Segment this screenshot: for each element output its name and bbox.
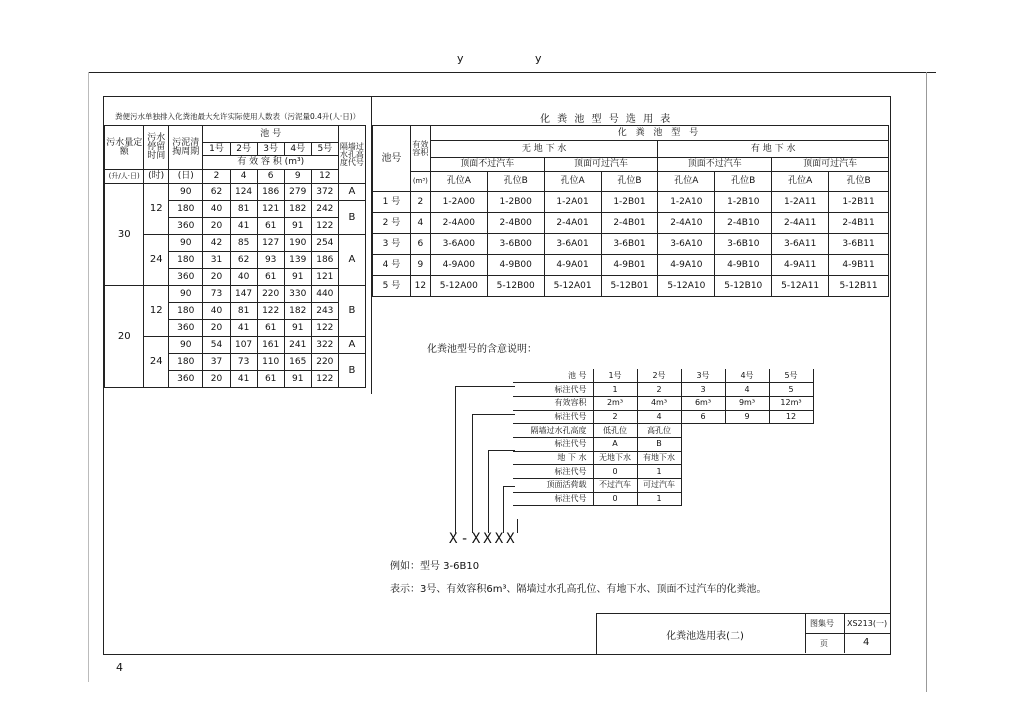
h-no-car-2: 顶面不过汽车	[658, 158, 772, 172]
model-code: 1-2A00	[430, 192, 487, 213]
example-line-2: 表示：3号、有效容积6m³、隔墙过水孔高孔位、有地下水、顶面不过汽车的化粪池。	[390, 584, 767, 595]
period-value: 180	[169, 303, 203, 320]
legend-empty	[769, 465, 813, 479]
legend-empty	[681, 479, 725, 493]
legend-row-label: 标注代号	[513, 465, 593, 479]
capacity-cell: 127	[257, 235, 284, 252]
legend-value: 1	[637, 492, 681, 506]
volume-header: 有 效 容 积 (m³)	[203, 156, 338, 170]
model-pattern: X-XXXX	[449, 531, 518, 547]
h-a-2: 孔位A	[544, 172, 601, 192]
h-has-ground: 有 地 下 水	[658, 141, 889, 158]
capacity-cell: 182	[284, 303, 311, 320]
sewage-value: 30	[105, 184, 144, 286]
capacity-cell: 182	[284, 201, 311, 218]
capacity-cell: 41	[230, 320, 257, 337]
retention-value: 12	[144, 184, 169, 235]
legend-value: 可过汽车	[637, 479, 681, 493]
legend-value: 4号	[725, 369, 769, 383]
legend-link-3h	[488, 450, 515, 451]
sewage-value: 20	[105, 286, 144, 388]
capacity-cell: 372	[311, 184, 338, 201]
pool-label: 3 号	[373, 234, 411, 255]
capacity-cell: 122	[311, 218, 338, 235]
capacity-cell: 42	[203, 235, 230, 252]
legend-empty	[725, 424, 769, 438]
legend-value: 6	[681, 410, 725, 424]
pool-label: 4 号	[373, 255, 411, 276]
table-row	[373, 213, 889, 234]
model-code: 2-4A01	[544, 213, 601, 234]
legend-value: 4m³	[637, 396, 681, 410]
legend-row-label: 顶面活荷载	[513, 479, 593, 493]
volume-5: 12	[311, 170, 338, 184]
legend-row	[513, 437, 813, 451]
capacity-cell: 147	[230, 286, 257, 303]
retention-value: 12	[144, 286, 169, 337]
legend-row	[513, 383, 813, 397]
atlas-label: 图集号	[810, 619, 834, 628]
cleaning-unit: (日)	[169, 170, 203, 184]
legend-value: 2号	[637, 369, 681, 383]
capacity-cell: 242	[311, 201, 338, 218]
legend-row-label: 池 号	[513, 369, 593, 383]
capacity-cell: 31	[203, 252, 230, 269]
model-code: 1-2A10	[658, 192, 715, 213]
legend-value: 2	[637, 383, 681, 397]
col-pool-header: 池 号	[203, 126, 338, 143]
capacity-cell: 220	[311, 354, 338, 371]
legend-row-label: 标注代号	[513, 410, 593, 424]
legend-empty	[681, 492, 725, 506]
h-b-1: 孔位B	[487, 172, 544, 192]
legend-value: 12m³	[769, 396, 813, 410]
model-code: 3-6B11	[829, 234, 889, 255]
legend-empty	[769, 479, 813, 493]
header-rule	[88, 72, 936, 73]
capacity-cell: 73	[230, 354, 257, 371]
atlas-value: XS213(一)	[847, 619, 888, 628]
h-model: 化 粪 池 型 号	[430, 126, 888, 141]
legend-empty	[681, 437, 725, 451]
capacity-cell: 322	[311, 337, 338, 354]
legend-row-label: 标注代号	[513, 383, 593, 397]
legend-row	[513, 369, 813, 383]
model-code: 3-6A01	[544, 234, 601, 255]
baffle-code: B	[338, 354, 365, 388]
capacity-cell: 37	[203, 354, 230, 371]
model-code: 3-6B01	[601, 234, 658, 255]
capacity-cell: 243	[311, 303, 338, 320]
legend-empty	[769, 451, 813, 465]
capacity-cell: 62	[230, 252, 257, 269]
table-row	[373, 192, 889, 213]
usage-table	[104, 125, 366, 388]
period-value: 360	[169, 371, 203, 388]
model-code: 5-12A10	[658, 276, 715, 297]
capacity-cell: 107	[230, 337, 257, 354]
legend-value: 1	[593, 383, 637, 397]
model-code: 4-9A10	[658, 255, 715, 276]
h-b-4: 孔位B	[829, 172, 889, 192]
h-car-2: 顶面可过汽车	[772, 158, 889, 172]
legend-row	[513, 451, 813, 465]
pool-num-2: 2号	[230, 143, 257, 156]
capacity-cell: 20	[203, 320, 230, 337]
capacity-cell: 330	[284, 286, 311, 303]
legend-value: 1号	[593, 369, 637, 383]
pool-num-5: 5号	[311, 143, 338, 156]
baffle-code: B	[338, 286, 365, 337]
legend-empty	[725, 479, 769, 493]
capacity-cell: 40	[230, 269, 257, 286]
model-code: 3-6B10	[715, 234, 772, 255]
model-code: 4-9B00	[487, 255, 544, 276]
model-code: 1-2B10	[715, 192, 772, 213]
capacity-cell: 81	[230, 201, 257, 218]
col-baffle-header: 隔墙过水孔高度代号	[338, 126, 365, 184]
h-volume: 有效容积	[410, 126, 430, 172]
period-value: 90	[169, 286, 203, 303]
legend-link-2h	[472, 414, 515, 415]
legend-link-4	[503, 486, 504, 533]
model-code: 5-12B10	[715, 276, 772, 297]
capacity-cell: 40	[203, 201, 230, 218]
period-value: 90	[169, 184, 203, 201]
capacity-cell: 85	[230, 235, 257, 252]
model-code: 1-2A01	[544, 192, 601, 213]
legend-empty	[725, 437, 769, 451]
col-retention-header: 污水停留时间	[144, 126, 169, 170]
table-row	[105, 337, 366, 354]
table-row	[373, 276, 889, 297]
model-code: 4-9B01	[601, 255, 658, 276]
model-code: 4-9A00	[430, 255, 487, 276]
h-pool: 池号	[373, 126, 411, 192]
period-value: 180	[169, 201, 203, 218]
baffle-code: A	[338, 184, 365, 201]
model-code: 2-4B01	[601, 213, 658, 234]
legend-row-label: 隔墙过水孔高度	[513, 424, 593, 438]
capacity-cell: 186	[311, 252, 338, 269]
volume-value: 12	[410, 276, 430, 297]
capacity-cell: 121	[257, 201, 284, 218]
table-row	[105, 235, 366, 252]
legend-value: 无地下水	[593, 451, 637, 465]
baffle-code: A	[338, 235, 365, 286]
capacity-cell: 61	[257, 218, 284, 235]
volume-value: 9	[410, 255, 430, 276]
legend-row-label: 标注代号	[513, 437, 593, 451]
period-value: 180	[169, 354, 203, 371]
model-code: 2-4A00	[430, 213, 487, 234]
model-code: 2-4A11	[772, 213, 829, 234]
legend-value: 5号	[769, 369, 813, 383]
model-code: 2-4B00	[487, 213, 544, 234]
capacity-cell: 40	[203, 303, 230, 320]
model-table	[372, 125, 889, 297]
retention-value: 24	[144, 235, 169, 286]
capacity-cell: 139	[284, 252, 311, 269]
legend-value: 2m³	[593, 396, 637, 410]
page-label: 页	[820, 639, 828, 648]
right-edge-rule	[926, 72, 927, 692]
capacity-cell: 91	[284, 371, 311, 388]
capacity-cell: 165	[284, 354, 311, 371]
baffle-code: B	[338, 201, 365, 235]
legend-value: 0	[593, 492, 637, 506]
col-cleaning-header: 污泥清掏周期	[169, 126, 203, 170]
volume-4: 9	[284, 170, 311, 184]
legend-empty	[681, 424, 725, 438]
model-code: 1-2A11	[772, 192, 829, 213]
legend-value: 5	[769, 383, 813, 397]
volume-2: 4	[230, 170, 257, 184]
legend-link-1h	[455, 386, 515, 387]
model-code: 5-12A11	[772, 276, 829, 297]
capacity-cell: 161	[257, 337, 284, 354]
capacity-cell: 61	[257, 320, 284, 337]
model-code: 1-2B11	[829, 192, 889, 213]
capacity-cell: 81	[230, 303, 257, 320]
period-value: 360	[169, 320, 203, 337]
volume-value: 6	[410, 234, 430, 255]
legend-value: 4	[637, 410, 681, 424]
model-code: 2-4B11	[829, 213, 889, 234]
pool-label: 2 号	[373, 213, 411, 234]
h-a-4: 孔位A	[772, 172, 829, 192]
legend-value: 12	[769, 410, 813, 424]
pool-label: 5 号	[373, 276, 411, 297]
model-code: 3-6B00	[487, 234, 544, 255]
model-code: 3-6A11	[772, 234, 829, 255]
capacity-cell: 122	[311, 371, 338, 388]
retention-value: 24	[144, 337, 169, 388]
legend-empty	[725, 492, 769, 506]
table-row	[373, 234, 889, 255]
capacity-cell: 110	[257, 354, 284, 371]
legend-value: 3	[681, 383, 725, 397]
legend-value: 高孔位	[637, 424, 681, 438]
table-row	[373, 255, 889, 276]
model-code: 4-9A11	[772, 255, 829, 276]
capacity-cell: 124	[230, 184, 257, 201]
capacity-cell: 61	[257, 269, 284, 286]
left-table-title: 粪便污水单独排入化粪池最大允许实际使用人数表（污泥量0.4升(人·日)）	[115, 112, 361, 121]
capacity-cell: 41	[230, 371, 257, 388]
title-block-vdivider	[844, 613, 845, 653]
period-value: 360	[169, 269, 203, 286]
legend-value: 3号	[681, 369, 725, 383]
legend-value: 1	[637, 465, 681, 479]
pool-label: 1 号	[373, 192, 411, 213]
model-code: 5-12A01	[544, 276, 601, 297]
period-value: 360	[169, 218, 203, 235]
example-line-1: 例如：型号 3-6B10	[390, 561, 480, 572]
legend-empty	[769, 437, 813, 451]
pool-num-1: 1号	[203, 143, 230, 156]
volume-1: 2	[203, 170, 230, 184]
legend-link-1	[455, 386, 456, 533]
legend-value: 4	[725, 383, 769, 397]
legend-table	[513, 369, 814, 506]
h-no-car-1: 顶面不过汽车	[430, 158, 544, 172]
capacity-cell: 186	[257, 184, 284, 201]
legend-value: 6m³	[681, 396, 725, 410]
pool-num-3: 3号	[257, 143, 284, 156]
legend-empty	[769, 424, 813, 438]
capacity-cell: 190	[284, 235, 311, 252]
h-b-2: 孔位B	[601, 172, 658, 192]
model-code: 1-2B01	[601, 192, 658, 213]
legend-value: 0	[593, 465, 637, 479]
capacity-cell: 122	[311, 320, 338, 337]
legend-link-4h	[503, 486, 515, 487]
h-no-ground: 无 地 下 水	[430, 141, 658, 158]
model-code: 3-6A00	[430, 234, 487, 255]
capacity-cell: 241	[284, 337, 311, 354]
left-edge-rule	[88, 72, 89, 682]
legend-link-2	[472, 414, 473, 533]
legend-row	[513, 479, 813, 493]
model-code: 1-2B00	[487, 192, 544, 213]
h-a-1: 孔位A	[430, 172, 487, 192]
legend-value: B	[637, 437, 681, 451]
legend-row-label: 地 下 水	[513, 451, 593, 465]
capacity-cell: 91	[284, 218, 311, 235]
legend-empty	[681, 465, 725, 479]
h-car-1: 顶面可过汽车	[544, 158, 658, 172]
legend-value: 9	[725, 410, 769, 424]
capacity-cell: 61	[257, 371, 284, 388]
legend-row	[513, 396, 813, 410]
right-table-title: 化 粪 池 型 号 选 用 表	[540, 114, 673, 125]
model-code: 5-12A00	[430, 276, 487, 297]
capacity-cell: 20	[203, 218, 230, 235]
legend-value: 9m³	[725, 396, 769, 410]
capacity-cell: 254	[311, 235, 338, 252]
retention-unit: (时)	[144, 170, 169, 184]
model-code: 4-9A01	[544, 255, 601, 276]
volume-3: 6	[257, 170, 284, 184]
legend-value: 低孔位	[593, 424, 637, 438]
legend-value: 不过汽车	[593, 479, 637, 493]
legend-row-label: 标注代号	[513, 492, 593, 506]
capacity-cell: 41	[230, 218, 257, 235]
header-mark-right: y	[535, 52, 542, 65]
baffle-code: A	[338, 337, 365, 354]
pool-num-4: 4号	[284, 143, 311, 156]
period-value: 180	[169, 252, 203, 269]
legend-row	[513, 424, 813, 438]
capacity-cell: 73	[203, 286, 230, 303]
page-number: 4	[116, 661, 123, 674]
model-code: 4-9B11	[829, 255, 889, 276]
title-block-cells	[805, 613, 890, 653]
capacity-cell: 440	[311, 286, 338, 303]
legend-value: 有地下水	[637, 451, 681, 465]
period-value: 90	[169, 337, 203, 354]
col-sewage-header: 污水量定额	[105, 126, 144, 170]
h-volume-unit: (m³)	[410, 172, 430, 192]
model-code: 5-12B01	[601, 276, 658, 297]
capacity-cell: 220	[257, 286, 284, 303]
capacity-cell: 20	[203, 371, 230, 388]
model-code: 2-4B10	[715, 213, 772, 234]
model-code: 3-6A10	[658, 234, 715, 255]
legend-empty	[725, 465, 769, 479]
capacity-cell: 122	[257, 303, 284, 320]
capacity-cell: 279	[284, 184, 311, 201]
legend-row	[513, 465, 813, 479]
legend-title: 化粪池型号的含意说明：	[427, 344, 537, 355]
h-b-3: 孔位B	[715, 172, 772, 192]
table-row	[105, 286, 366, 303]
period-value: 90	[169, 235, 203, 252]
sewage-unit: (升/人·日)	[105, 170, 144, 184]
model-code: 5-12B00	[487, 276, 544, 297]
page-value: 4	[863, 637, 870, 648]
capacity-cell: 91	[284, 320, 311, 337]
capacity-cell: 20	[203, 269, 230, 286]
legend-row-label: 有效容积	[513, 396, 593, 410]
capacity-cell: 62	[203, 184, 230, 201]
model-code: 5-12B11	[829, 276, 889, 297]
volume-value: 2	[410, 192, 430, 213]
table-row	[105, 184, 366, 201]
legend-value: 2	[593, 410, 637, 424]
legend-empty	[769, 492, 813, 506]
volume-value: 4	[410, 213, 430, 234]
capacity-cell: 91	[284, 269, 311, 286]
legend-empty	[725, 451, 769, 465]
capacity-cell: 93	[257, 252, 284, 269]
legend-value: A	[593, 437, 637, 451]
title-block-divider	[806, 633, 890, 634]
legend-row	[513, 492, 813, 506]
model-code: 4-9B10	[715, 255, 772, 276]
h-a-3: 孔位A	[658, 172, 715, 192]
capacity-cell: 121	[311, 269, 338, 286]
legend-link-3	[488, 450, 489, 533]
title-block-name: 化粪池选用表(二)	[666, 631, 744, 642]
legend-row	[513, 410, 813, 424]
model-code: 2-4A10	[658, 213, 715, 234]
legend-empty	[681, 451, 725, 465]
header-mark-left: y	[457, 52, 464, 65]
capacity-cell: 54	[203, 337, 230, 354]
